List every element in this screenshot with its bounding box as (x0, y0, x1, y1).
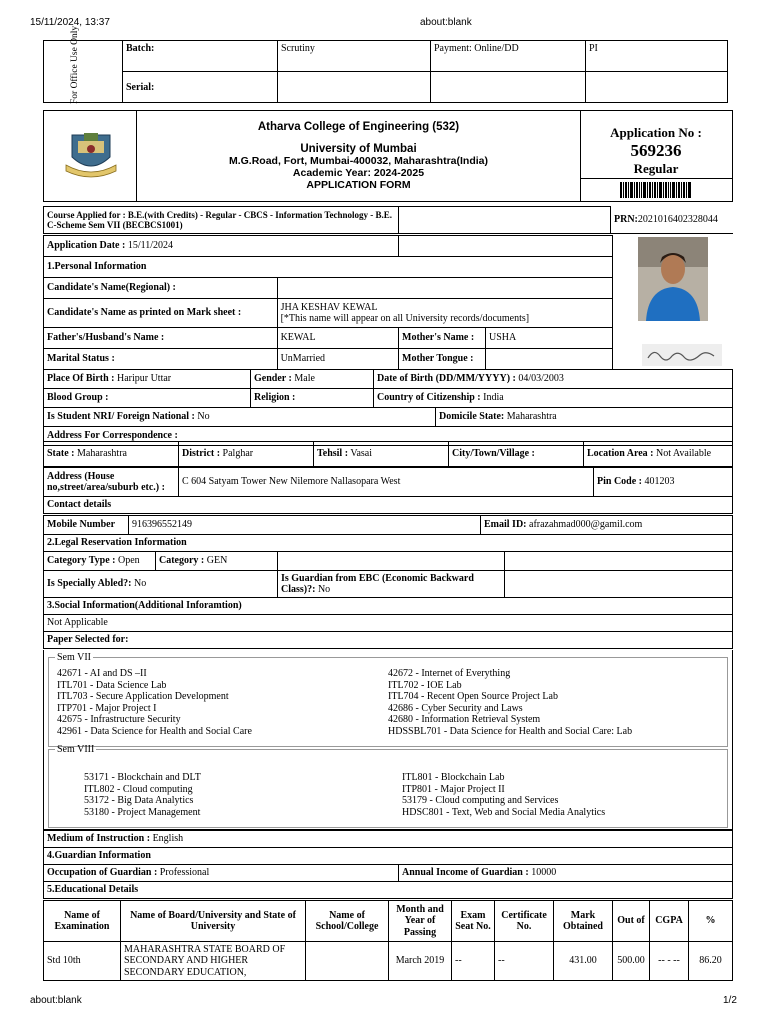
medium-cell (44, 831, 733, 848)
app-date-label: Application Date : (47, 240, 126, 252)
category-cell (156, 552, 278, 571)
barcode-icon (620, 182, 692, 198)
office-empty-1 (278, 72, 431, 103)
edu-cell (306, 942, 389, 981)
office-empty-3 (586, 72, 728, 103)
sem8-legend: Sem VIII (57, 744, 95, 755)
edu-cell: -- (452, 942, 495, 981)
paper-item: ITP801 - Major Project II (402, 783, 505, 795)
pin-value: 401203 (644, 476, 675, 488)
app-date-empty (399, 236, 613, 257)
edu-cell: 431.00 (554, 942, 613, 981)
pi-cell: PI (586, 41, 728, 72)
address-title: Address For Correspondence : (44, 427, 733, 446)
location-label: Location Area : (587, 448, 654, 460)
district-value: Palghar (222, 448, 254, 460)
batch-cell: Batch: (123, 41, 278, 72)
father-value: KEWAL (277, 328, 398, 349)
gender-label: Gender : (254, 373, 292, 385)
dob-label: Date of Birth (DD/MM/YYYY) : (377, 373, 516, 385)
paper-item: ITL802 - Cloud computing (84, 783, 193, 795)
domicile-value: Maharashtra (506, 411, 557, 423)
office-use-table (43, 25, 728, 104)
paper-item: 53171 - Blockchain and DLT (84, 772, 201, 783)
contact-title: Contact details (44, 497, 733, 514)
regional-name-label: Candidate's Name(Regional) : (44, 278, 278, 299)
income-cell (399, 865, 733, 882)
mobile-value: 916396552149 (129, 516, 481, 535)
course-value: B.E.(with Credits) - Regular - CBCS - Information Technology - B.E. C-Scheme Sem VII (BECBCS1001) (47, 209, 393, 230)
medium-value: English (152, 833, 184, 845)
legal-table (43, 551, 733, 649)
paper-item: ITP701 - Major Project I (57, 702, 157, 714)
academic-year: Academic Year: 2024-2025 (292, 167, 425, 179)
cat-type-value: Open (118, 555, 140, 567)
printed-name-cell (277, 299, 612, 328)
paper-item: 53179 - Cloud computing and Services (402, 795, 559, 807)
edu-cell: 86.20 (689, 942, 733, 981)
guardian-table (43, 830, 733, 899)
sem8-left-list (84, 772, 201, 818)
course-cell (44, 207, 399, 234)
medium-label: Medium of Instruction : (47, 833, 151, 845)
legal-empty-1 (278, 552, 505, 571)
house-label: Address (House no,street/area/suburb etc.) : (44, 468, 179, 497)
blood-label: Blood Group : (44, 389, 251, 408)
edu-cell: -- (495, 942, 554, 981)
paper-item: 42680 - Information Retrieval System (388, 714, 541, 726)
birth-place-cell (44, 370, 251, 389)
education-section-title: 5.Educational Details (44, 882, 733, 899)
edu-header: Name of School/College (306, 901, 389, 942)
district-label: District : (182, 448, 221, 460)
mother-label: Mother's Name : (399, 328, 486, 349)
sem8-right-list (402, 772, 605, 818)
tehsil-value: Vasai (350, 448, 373, 460)
print-datetime: 15/11/2024, 13:37 (30, 17, 110, 28)
email-label: Email ID: (484, 519, 527, 531)
location-cell (584, 442, 733, 467)
university-name: University of Mumbai (300, 143, 417, 155)
pin-cell (594, 468, 733, 497)
paper-item: 42675 - Infrastructure Security (57, 714, 181, 726)
address-table (43, 441, 733, 467)
birth-place-value: Haripur Uttar (116, 373, 172, 385)
ebc-value: No (317, 584, 331, 595)
birth-place-label: Place Of Birth : (47, 373, 115, 385)
university-logo-icon (62, 127, 120, 179)
social-value: Not Applicable (44, 615, 733, 632)
office-use-label: For Office Use Only (70, 25, 80, 104)
course-empty (399, 207, 611, 234)
marital-value: UnMarried (277, 349, 398, 370)
header-center (136, 111, 581, 201)
tehsil-cell (314, 442, 449, 467)
application-no-label: Application No : (610, 125, 702, 140)
paper-item: 42686 - Cyber Security and Laws (388, 702, 523, 714)
prn-value: 2021016402328044 (637, 214, 718, 225)
edu-header: Name of Board/University and State of University (121, 901, 306, 942)
cat-type-label: Category Type : (47, 555, 116, 567)
application-no: 569236 (630, 141, 682, 160)
pin-label: Pin Code : (597, 476, 642, 488)
gender-cell (251, 370, 374, 389)
house-table (43, 467, 733, 514)
printed-name-value: JHA KESHAV KEWAL (280, 301, 378, 313)
abled-cell (44, 571, 278, 598)
district-cell (179, 442, 314, 467)
footer-page: 1/2 (723, 995, 737, 1006)
occupation-value: Professional (159, 867, 210, 879)
course-label: Course Applied for : (47, 209, 126, 220)
papers-title: Paper Selected for: (44, 632, 733, 649)
religion-label: Religion : (251, 389, 374, 408)
serial-cell: Serial: (123, 72, 278, 103)
edu-header: CGPA (650, 901, 689, 942)
mobile-label: Mobile Number (44, 516, 129, 535)
paper-item: 53172 - Big Data Analytics (84, 795, 194, 807)
domicile-cell (436, 408, 733, 427)
ebc-cell (278, 571, 505, 598)
edu-header: Mark Obtained (554, 901, 613, 942)
guardian-section-title: 4.Guardian Information (44, 848, 733, 865)
paper-item: 42671 - AI and DS –II (57, 668, 147, 679)
birth-table (43, 369, 733, 446)
app-date-cell (44, 236, 399, 257)
personal-info-table (43, 235, 613, 370)
form-title: APPLICATION FORM (306, 179, 411, 191)
course-table (43, 206, 733, 234)
paper-item: ITL702 - IOE Lab (388, 679, 462, 691)
income-label: Annual Income of Guardian : (402, 867, 529, 879)
scrutiny-cell: Scrutiny (278, 41, 431, 72)
paper-item: ITL703 - Secure Application Development (57, 691, 229, 703)
college-name: Atharva College of Engineering (532) (257, 121, 460, 133)
email-cell (481, 516, 733, 535)
abled-label: Is Specially Abled?: (47, 578, 132, 590)
marital-label: Marital Status : (44, 349, 278, 370)
edu-header: Name of Examination (44, 901, 121, 942)
tongue-label: Mother Tongue : (399, 349, 486, 370)
paper-item: HDSSBL701 - Data Science for Health and Social Care: Lab (388, 725, 633, 737)
citizenship-value: India (483, 392, 504, 404)
cat-type-cell (44, 552, 156, 571)
abled-value: No (133, 578, 147, 590)
candidate-photo-icon (638, 237, 708, 321)
app-date-value: 15/11/2024 (127, 240, 174, 252)
sem7-legend: Sem VII (57, 652, 91, 663)
table-row (44, 942, 733, 981)
printed-name-note: [*This name will appear on all University records/documents] (280, 313, 530, 324)
location-value: Not Available (655, 448, 712, 460)
edu-header: Out of (613, 901, 650, 942)
dob-cell (374, 370, 733, 389)
city-label: City/Town/Village : (449, 442, 584, 467)
tehsil-label: Tehsil : (317, 448, 349, 460)
nri-value: No (197, 411, 210, 423)
citizenship-label: Country of Citizenship : (377, 392, 481, 404)
citizenship-cell (374, 389, 733, 408)
edu-header: Month and Year of Passing (389, 901, 452, 942)
payment-cell: Payment: Online/DD (431, 41, 586, 72)
paper-item: 53180 - Project Management (84, 806, 201, 818)
contact-table (43, 515, 733, 552)
paper-item: 42672 - Internet of Everything (388, 668, 511, 679)
category-label: Category : (159, 555, 205, 567)
income-value: 10000 (531, 867, 557, 879)
paper-item: ITL704 - Recent Open Source Project Lab (388, 691, 558, 703)
state-cell (44, 442, 179, 467)
edu-cell: 500.00 (613, 942, 650, 981)
legal-empty-3 (505, 571, 733, 598)
personal-section-title: 1.Personal Information (44, 257, 613, 278)
print-url: about:blank (420, 17, 472, 28)
nri-label: Is Student NRI/ Foreign National : (47, 411, 195, 423)
university-address: M.G.Road, Fort, Mumbai-400032, Maharashtra(India) (228, 155, 489, 167)
edu-cell: Std 10th (44, 942, 121, 981)
legal-section-title: 2.Legal Reservation Information (44, 535, 733, 552)
office-use-label-cell (44, 25, 123, 104)
education-table (43, 900, 733, 981)
social-section-title: 3.Social Information(Additional Inforamtion) (44, 598, 733, 615)
mother-value: USHA (486, 328, 613, 349)
house-value: C 604 Satyam Tower New Nilemore Nallasopara West (179, 468, 594, 497)
candidate-signature-icon (642, 344, 722, 366)
father-label: Father's/Husband's Name : (44, 328, 278, 349)
nri-cell (44, 408, 436, 427)
office-empty-2 (431, 72, 586, 103)
edu-cell: March 2019 (389, 942, 452, 981)
edu-cell: -- - -- (650, 942, 689, 981)
footer-url: about:blank (30, 995, 82, 1006)
regional-name-value (277, 278, 612, 299)
state-value: Maharashtra (77, 448, 127, 460)
edu-header: % (689, 901, 733, 942)
ebc-label: Is Guardian from EBC (Economic Backward Class)?: (281, 572, 474, 595)
dob-value: 04/03/2003 (518, 373, 564, 385)
edu-header: Exam Seat No. (452, 901, 495, 942)
tongue-value (486, 349, 613, 370)
gender-value: Male (294, 373, 315, 385)
paper-item: ITL801 - Blockchain Lab (402, 772, 505, 783)
category-value: GEN (206, 555, 228, 567)
edu-cell: MAHARASHTRA STATE BOARD OF SECONDARY AND HIGHER SECONDARY EDUCATION, (121, 942, 306, 981)
legal-empty-2 (505, 552, 733, 571)
occupation-label: Occupation of Guardian : (47, 867, 158, 879)
edu-header: Certificate No. (495, 901, 554, 942)
sem7-right-list (388, 668, 632, 738)
email-value: afrazahmad000@gamil.com (529, 519, 643, 531)
occupation-cell (44, 865, 399, 882)
prn-label: PRN: (614, 214, 638, 225)
state-label: State : (47, 448, 75, 460)
domicile-label: Domicile State: (439, 411, 505, 423)
sem7-left-list (57, 668, 252, 738)
paper-item: HDSC801 - Text, Web and Social Media Analytics (402, 806, 606, 818)
paper-item: ITL701 - Data Science Lab (57, 679, 167, 691)
application-type: Regular (633, 161, 679, 176)
paper-item: 42961 - Data Science for Health and Social Care (57, 725, 252, 737)
printed-name-label: Candidate's Name as printed on Mark sheet : (44, 299, 278, 328)
prn-cell (611, 207, 734, 234)
